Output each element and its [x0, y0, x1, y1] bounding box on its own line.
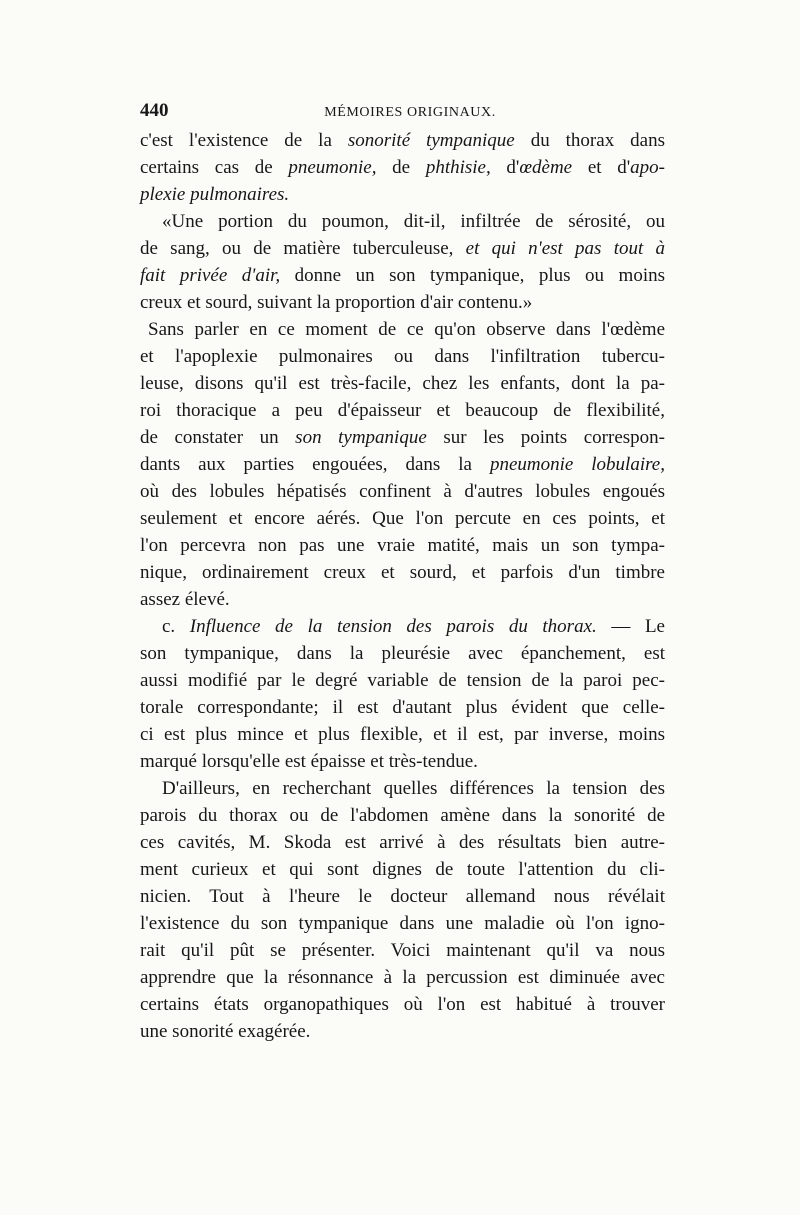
page-body: [140, 127, 665, 1045]
line-text: donne un son tympanique, plus ou moins: [280, 265, 665, 286]
line-text: de sang, ou de matière tuberculeuse,: [140, 238, 466, 259]
line-text: D'ailleurs, en recherchant quelles différences la tension des: [162, 778, 665, 799]
text-line: [140, 451, 665, 478]
line-text: ci est plus mince et plus flexible, et il est, par inverse, moins: [140, 724, 665, 745]
line-text: rait qu'il pût se présenter. Voici maintenant qu'il va nous: [140, 940, 665, 961]
line-text: nique, ordinairement creux et sourd, et parfois d'un timbre: [140, 562, 665, 583]
text-line: [140, 478, 665, 505]
line-text: et d': [572, 157, 631, 178]
text-line: [140, 154, 665, 181]
line-text: — Le: [596, 616, 665, 637]
text-line: [140, 910, 665, 937]
line-text: «Une portion du poumon, dit-il, infiltrée de sérosité, ou: [162, 211, 665, 232]
line-text: seulement et encore aérés. Que l'on percute en ces points, et: [140, 508, 665, 529]
line-text: certains cas de: [140, 157, 289, 178]
text-line: [140, 883, 665, 910]
line-text: d': [490, 157, 520, 178]
line-text: assez élevé.: [140, 589, 230, 610]
text-line: [140, 937, 665, 964]
line-text: de constater un: [140, 427, 296, 448]
text-line: [140, 802, 665, 829]
line-text: ces cavités, M. Skoda est arrivé à des résultats bien autre-: [140, 832, 665, 853]
text-line: [140, 181, 665, 208]
line-text: roi thoracique a peu d'épaisseur et beaucoup de flexibilité,: [140, 400, 665, 421]
line-text: marqué lorsqu'elle est épaisse et très-tendue.: [140, 751, 478, 772]
line-text: de: [376, 157, 426, 178]
line-text: sur les points correspon-: [426, 427, 665, 448]
italic-text: et qui n'est pas tout à: [465, 238, 665, 259]
line-text: c'est l'existence de la: [140, 130, 348, 151]
line-text: ment curieux et qui sont dignes de toute l'attention du cli-: [140, 859, 665, 880]
text-line: [140, 127, 665, 154]
italic-text: œdème: [519, 157, 573, 178]
line-text: où des lobules hépatisés confinent à d'autres lobules engoués: [140, 481, 665, 502]
italic-text: fait privée d'air,: [140, 265, 281, 286]
italic-text: apo-: [630, 157, 665, 178]
line-text: certains états organopathiques où l'on est habitué à trouver: [140, 994, 665, 1015]
text-line: [140, 289, 665, 316]
text-line: [140, 316, 665, 343]
text-line: [140, 505, 665, 532]
text-line: [140, 586, 665, 613]
line-text: et l'apoplexie pulmonaires ou dans l'infiltration tubercu-: [140, 346, 665, 367]
italic-text: Influence de la tension des parois du thorax.: [189, 616, 597, 637]
text-line: [140, 775, 665, 802]
text-line: [140, 1018, 665, 1045]
text-line: [140, 262, 665, 289]
line-text: dants aux parties engouées, dans la: [140, 454, 490, 475]
page-number: 440: [140, 100, 169, 121]
text-line: [140, 748, 665, 775]
text-line: [140, 559, 665, 586]
text-line: [140, 964, 665, 991]
text-line: [140, 991, 665, 1018]
line-text: du thorax dans: [514, 130, 665, 151]
italic-text: sonorité tympanique: [347, 130, 515, 151]
text-line: [140, 613, 665, 640]
italic-text: pneumonie,: [288, 157, 377, 178]
line-text: l'existence du son tympanique dans une maladie où l'on igno-: [140, 913, 665, 934]
text-line: [140, 640, 665, 667]
text-line: [140, 208, 665, 235]
text-line: [140, 721, 665, 748]
italic-text: phthisie,: [425, 157, 491, 178]
text-line: [140, 370, 665, 397]
line-text: une sonorité exagérée.: [140, 1021, 311, 1042]
page-header: [140, 97, 665, 124]
text-line: [140, 235, 665, 262]
line-text: parois du thorax ou de l'abdomen amène dans la sonorité de: [140, 805, 665, 826]
line-text: leuse, disons qu'il est très-facile, chez les enfants, dont la pa-: [140, 373, 665, 394]
text-line: [140, 397, 665, 424]
text-line: [140, 856, 665, 883]
text-line: [140, 694, 665, 721]
line-text: c.: [162, 616, 190, 637]
italic-text: plexie pulmonaires.: [140, 184, 290, 205]
text-line: [140, 829, 665, 856]
line-text: torale correspondante; il est d'autant plus évident que celle-: [140, 697, 665, 718]
text-line: [140, 424, 665, 451]
running-title: MÉMOIRES ORIGINAUX.: [324, 105, 496, 120]
italic-text: son tympanique: [295, 427, 427, 448]
line-text: creux et sourd, suivant la proportion d'air contenu.»: [140, 292, 533, 313]
italic-text: pneumonie lobulaire,: [489, 454, 665, 475]
text-line: [140, 667, 665, 694]
text-line: [140, 532, 665, 559]
line-text: aussi modifié par le degré variable de tension de la paroi pec-: [140, 670, 665, 691]
line-text: l'on percevra non pas une vraie matité, mais un son tympa-: [140, 535, 665, 556]
line-text: nicien. Tout à l'heure le docteur allemand nous révélait: [140, 886, 665, 907]
line-text: apprendre que la résonnance à la percussion est diminuée avec: [140, 967, 665, 988]
text-line: [140, 343, 665, 370]
line-text: son tympanique, dans la pleurésie avec épanchement, est: [140, 643, 665, 664]
line-text: Sans parler en ce moment de ce qu'on observe dans l'œdème: [148, 319, 665, 340]
